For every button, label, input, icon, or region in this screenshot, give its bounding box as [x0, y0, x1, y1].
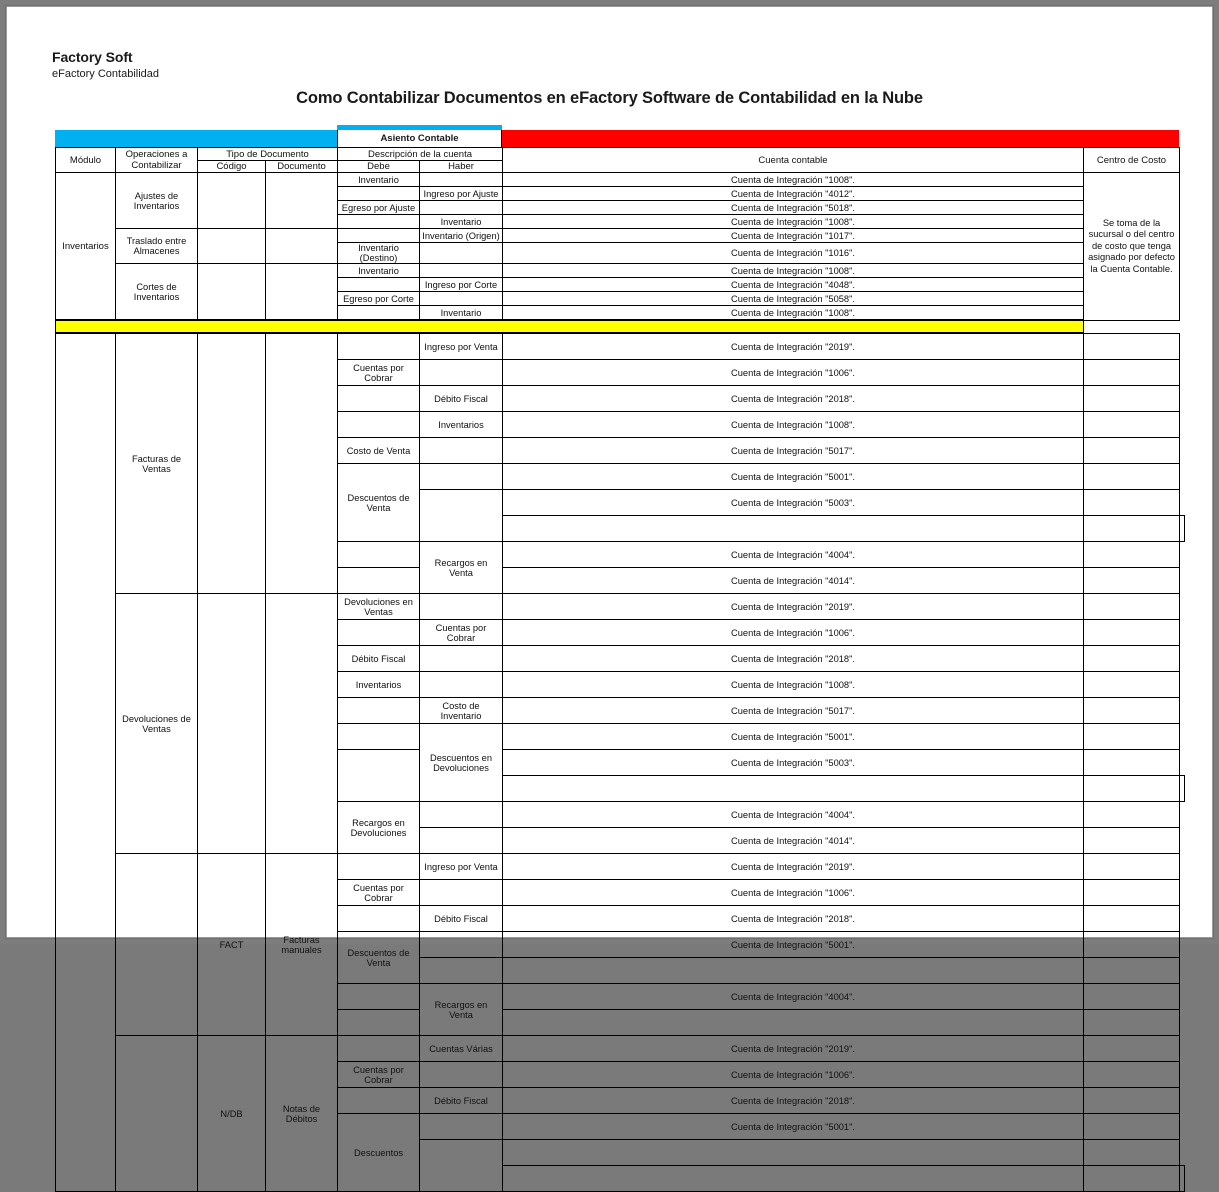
- cell-cuenta-contable: Cuenta de Integración "1016".: [503, 243, 1084, 264]
- table-body: [56, 173, 1185, 1192]
- table-row: [56, 854, 1185, 880]
- th-tipo-documento: Tipo de Documento: [198, 148, 338, 161]
- cell-cuenta-contable: Cuenta de Integración "4004".: [503, 802, 1084, 828]
- cell-haber: Ingreso por Ajuste: [420, 187, 503, 201]
- cell-operacion: [116, 854, 198, 1036]
- cell-cuenta-contable: Cuenta de Integración "2019".: [503, 594, 1084, 620]
- cell-haber: [420, 464, 503, 490]
- cell-haber: Ingreso por Venta: [420, 333, 503, 360]
- cell-haber: Ingreso por Venta: [420, 854, 503, 880]
- cell-debe: Cuentas por Cobrar: [338, 1062, 420, 1088]
- cell-cuenta-contable: Cuenta de Integración "4004".: [503, 984, 1084, 1010]
- cell-centro-costo-empty: [1084, 333, 1180, 360]
- cell-centro-costo-empty: [1084, 1036, 1180, 1062]
- cell-documento: Notas de Débitos: [266, 1036, 338, 1192]
- cell-haber: [420, 264, 503, 278]
- cell-cuenta-contable: Cuenta de Integración "5017".: [503, 438, 1084, 464]
- cell-debe: [338, 724, 420, 750]
- page-title: Como Contabilizar Documentos en eFactory Software de Contabilidad en la Nube: [296, 89, 923, 107]
- cell-cuenta-contable: Cuenta de Integración "1006".: [503, 880, 1084, 906]
- table-row: [56, 229, 1185, 243]
- cell-debe: [338, 333, 420, 360]
- cell-documento: [266, 333, 338, 594]
- cell-debe: [338, 984, 420, 1010]
- cell-operacion: Ajustes de Inventarios: [116, 173, 198, 229]
- cell-cuenta-contable: Cuenta de Integración "5001".: [503, 464, 1084, 490]
- cell-centro-costo-empty: [1084, 594, 1180, 620]
- cell-cuenta-contable: Cuenta de Integración "5001".: [503, 724, 1084, 750]
- th-haber: Haber: [420, 161, 503, 173]
- cell-codigo: FACT: [198, 854, 266, 1036]
- cell-centro-costo-empty: [1084, 490, 1180, 516]
- cell-debe: Inventario: [338, 264, 420, 278]
- cell-haber: [420, 438, 503, 464]
- cell-centro-costo-empty: [1084, 984, 1180, 1010]
- cell-haber: [420, 932, 503, 958]
- cell-debe: Recargos en Devoluciones: [338, 802, 420, 854]
- cell-modulo: [56, 333, 116, 1192]
- cell-centro-costo-empty: [1180, 1166, 1185, 1192]
- cell-debe: [338, 412, 420, 438]
- cell-haber: Costo de Inventario: [420, 698, 503, 724]
- cell-centro-costo: Se toma de la sucursal o del centro de costo que tenga asignado por defecto la Cuenta Contable.: [1084, 173, 1180, 321]
- cell-centro-costo-empty: [1084, 724, 1180, 750]
- cell-operacion: Traslado entre Almacenes: [116, 229, 198, 264]
- cell-debe: [338, 698, 420, 724]
- cell-debe: Egreso por Corte: [338, 292, 420, 306]
- cell-cuenta-contable: Cuenta de Integración "1006".: [503, 1062, 1084, 1088]
- cell-centro-costo-empty: [1084, 360, 1180, 386]
- cell-cuenta-contable: Cuenta de Integración "1008".: [503, 306, 1084, 321]
- red-band-right: [502, 130, 1179, 147]
- cell-haber: Débito Fiscal: [420, 386, 503, 412]
- cell-codigo: [198, 173, 266, 229]
- table-row: [56, 173, 1185, 187]
- cell-cuenta-contable: Cuenta de Integración "1006".: [503, 360, 1084, 386]
- brand-name: Factory Soft: [52, 49, 133, 65]
- cell-cuenta-contable: Cuenta de Integración "2018".: [503, 1088, 1084, 1114]
- cell-documento: [266, 594, 338, 854]
- table-row: [56, 333, 1185, 360]
- cell-haber: [420, 594, 503, 620]
- cell-debe: [338, 750, 420, 802]
- cell-haber: [420, 360, 503, 386]
- cell-haber: [420, 958, 503, 984]
- cell-cuenta-contable: Cuenta de Integración "1008".: [503, 264, 1084, 278]
- cell-operacion: Cortes de Inventarios: [116, 264, 198, 321]
- cell-haber: Recargos en Venta: [420, 542, 503, 594]
- cell-cuenta-contable: Cuenta de Integración "2018".: [503, 906, 1084, 932]
- cell-centro-costo-empty: [1084, 1114, 1180, 1140]
- document-sheet: [6, 6, 1213, 1158]
- cell-debe: Costo de Venta: [338, 438, 420, 464]
- cell-centro-costo-empty: [1084, 906, 1180, 932]
- cell-haber: [420, 1114, 503, 1140]
- cell-debe: Devoluciones en Ventas: [338, 594, 420, 620]
- cell-cuenta-contable: Cuenta de Integración "1008".: [503, 215, 1084, 229]
- cell-cuenta-contable: Cuenta de Integración "4048".: [503, 278, 1084, 292]
- cell-cuenta-contable: Cuenta de Integración "1008".: [503, 672, 1084, 698]
- cell-debe: Descuentos: [338, 1114, 420, 1192]
- cell-debe: [338, 229, 420, 243]
- cell-cuenta-contable: Cuenta de Integración "2018".: [503, 386, 1084, 412]
- cell-cuenta-contable: [503, 1010, 1084, 1036]
- cell-centro-costo-empty: [1084, 698, 1180, 724]
- cell-operacion: Facturas de Ventas: [116, 333, 198, 594]
- cell-debe: Inventario (Destino): [338, 243, 420, 264]
- cell-centro-costo-empty: [1084, 802, 1180, 828]
- cell-debe: [338, 854, 420, 880]
- yellow-separator: [56, 320, 1084, 333]
- cell-cuenta-contable: Cuenta de Integración "1008".: [503, 173, 1084, 187]
- cell-cuenta-contable: Cuenta de Integración "4014".: [503, 828, 1084, 854]
- cell-cuenta-contable: Cuenta de Integración "1017".: [503, 229, 1084, 243]
- contabilizacion-table: [55, 147, 1185, 1192]
- th-codigo: Código: [198, 161, 266, 173]
- cell-debe: [503, 776, 1084, 802]
- cell-documento: Facturas manuales: [266, 854, 338, 1036]
- table-row: [56, 264, 1185, 278]
- cell-haber: [420, 490, 503, 542]
- cell-debe: [338, 306, 420, 321]
- cell-centro-costo-empty: [1084, 1088, 1180, 1114]
- cell-centro-costo-empty: [1084, 464, 1180, 490]
- cell-centro-costo-empty: [1084, 568, 1180, 594]
- table-row: [56, 594, 1185, 620]
- cell-haber: [420, 173, 503, 187]
- cell-debe: [338, 1010, 420, 1036]
- cell-cuenta-contable: [1084, 776, 1180, 802]
- cell-debe: [338, 906, 420, 932]
- cell-debe: [338, 620, 420, 646]
- cell-debe: Descuentos de Venta: [338, 932, 420, 984]
- cell-cuenta-contable: Cuenta de Integración "4014".: [503, 568, 1084, 594]
- cell-cuenta-contable: Cuenta de Integración "2018".: [503, 646, 1084, 672]
- cell-haber: Descuentos en Devoluciones: [420, 724, 503, 802]
- cell-centro-costo-empty: [1084, 646, 1180, 672]
- cell-centro-costo-empty: [1084, 412, 1180, 438]
- cell-cuenta-contable: [1084, 516, 1180, 542]
- cell-cuenta-contable: Cuenta de Integración "4012".: [503, 187, 1084, 201]
- cell-operacion: Devoluciones de Ventas: [116, 594, 198, 854]
- cell-documento: [266, 229, 338, 264]
- cell-centro-costo-empty: [1084, 1062, 1180, 1088]
- cell-debe: [338, 386, 420, 412]
- cell-codigo: [198, 594, 266, 854]
- cell-debe: [338, 215, 420, 229]
- cell-haber: [420, 828, 503, 854]
- cell-debe: Descuentos de Venta: [338, 464, 420, 542]
- cell-haber: [420, 646, 503, 672]
- cell-haber: Inventario (Origen): [420, 229, 503, 243]
- cell-haber: [420, 243, 503, 264]
- cell-documento: [266, 173, 338, 229]
- cell-cuenta-contable: Cuenta de Integración "2019".: [503, 854, 1084, 880]
- cell-debe: [338, 187, 420, 201]
- header-row-1: [56, 148, 1185, 161]
- cell-cuenta-contable: Cuenta de Integración "1006".: [503, 620, 1084, 646]
- cell-debe: [338, 1088, 420, 1114]
- cell-cuenta-contable: Cuenta de Integración "5058".: [503, 292, 1084, 306]
- cell-cuenta-contable: Cuenta de Integración "5003".: [503, 750, 1084, 776]
- cell-debe: [338, 1036, 420, 1062]
- cell-cuenta-contable: Cuenta de Integración "5001".: [503, 1114, 1084, 1140]
- cell-centro-costo-empty: [1180, 776, 1185, 802]
- brand-block: [52, 49, 159, 82]
- cell-centro-costo-empty: [1084, 542, 1180, 568]
- cell-centro-costo-empty: [1084, 828, 1180, 854]
- cell-centro-costo-empty: [1084, 386, 1180, 412]
- th-centro-costo: Centro de Costo: [1084, 148, 1180, 173]
- cell-haber: [420, 672, 503, 698]
- cell-haber: Débito Fiscal: [420, 1088, 503, 1114]
- blue-band-left: [55, 130, 337, 147]
- table-row: [56, 1036, 1185, 1062]
- cell-cuenta-contable: Cuenta de Integración "5001".: [503, 932, 1084, 958]
- cell-cuenta-contable: [503, 958, 1084, 984]
- cell-centro-costo-empty: [1180, 516, 1185, 542]
- th-documento: Documento: [266, 161, 338, 173]
- th-descripcion-cuenta: Descripción de la cuenta: [338, 148, 503, 161]
- cell-haber: Inventario: [420, 215, 503, 229]
- cell-cuenta-contable: Cuenta de Integración "5017".: [503, 698, 1084, 724]
- cell-haber: [503, 1166, 1084, 1192]
- cell-haber: Ingreso por Corte: [420, 278, 503, 292]
- brand-product: eFactory Contabilidad: [52, 68, 160, 80]
- cell-codigo: [198, 264, 266, 321]
- section-separator-row: [56, 320, 1185, 333]
- cell-codigo: [198, 229, 266, 264]
- cell-haber: [420, 1062, 503, 1088]
- cell-debe: [338, 278, 420, 292]
- cell-debe: [338, 542, 420, 568]
- asiento-contable-label: Asiento Contable: [337, 130, 502, 147]
- cell-haber: Cuentas Várias: [420, 1036, 503, 1062]
- cell-documento: [266, 264, 338, 321]
- cell-centro-costo-empty: [1084, 1140, 1180, 1166]
- cell-operacion: [116, 1036, 198, 1192]
- cell-codigo: N/DB: [198, 1036, 266, 1192]
- th-modulo: Módulo: [56, 148, 116, 173]
- cell-cuenta-contable: Cuenta de Integración "5003".: [503, 490, 1084, 516]
- cell-haber: Recargos en Venta: [420, 984, 503, 1036]
- cell-cuenta-contable: Cuenta de Integración "5018".: [503, 201, 1084, 215]
- cell-debe: Cuentas por Cobrar: [338, 360, 420, 386]
- cell-haber: [420, 880, 503, 906]
- cell-cuenta-contable: Cuenta de Integración "2019".: [503, 333, 1084, 360]
- cell-centro-costo-empty: [1084, 932, 1180, 958]
- cell-codigo: [198, 333, 266, 594]
- cell-haber: Inventarios: [420, 412, 503, 438]
- cell-debe: [338, 568, 420, 594]
- cell-modulo: Inventarios: [56, 173, 116, 321]
- cell-centro-costo-empty: [1084, 620, 1180, 646]
- cell-debe: Inventario: [338, 173, 420, 187]
- cell-haber: Inventario: [420, 306, 503, 321]
- cell-centro-costo-empty: [1084, 880, 1180, 906]
- th-operaciones: Operaciones a Contabilizar: [116, 148, 198, 173]
- cell-haber: [420, 802, 503, 828]
- th-debe: Debe: [338, 161, 420, 173]
- cell-cuenta-contable: Cuenta de Integración "2019".: [503, 1036, 1084, 1062]
- cell-centro-costo-empty: [1084, 958, 1180, 984]
- cell-debe: Egreso por Ajuste: [338, 201, 420, 215]
- separator-spacer: [1084, 320, 1180, 333]
- cell-haber: [420, 1140, 503, 1192]
- th-cuenta-contable: Cuenta contable: [503, 148, 1084, 173]
- cell-centro-costo-empty: [1084, 438, 1180, 464]
- cell-cuenta-contable: [1084, 1166, 1180, 1192]
- table-head: [56, 148, 1185, 173]
- cell-cuenta-contable: Cuenta de Integración "1008".: [503, 412, 1084, 438]
- cell-haber: Débito Fiscal: [420, 906, 503, 932]
- cell-debe: Inventarios: [338, 672, 420, 698]
- cell-centro-costo-empty: [1084, 750, 1180, 776]
- cell-cuenta-contable: [503, 1140, 1084, 1166]
- cell-centro-costo-empty: [1084, 1010, 1180, 1036]
- cell-haber: [503, 516, 1084, 542]
- cell-centro-costo-empty: [1084, 672, 1180, 698]
- cell-haber: Cuentas por Cobrar: [420, 620, 503, 646]
- cell-cuenta-contable: Cuenta de Integración "4004".: [503, 542, 1084, 568]
- header-color-bands: [55, 130, 1179, 147]
- cell-centro-costo-empty: [1084, 854, 1180, 880]
- cell-haber: [420, 292, 503, 306]
- cell-debe: Débito Fiscal: [338, 646, 420, 672]
- cell-haber: [420, 201, 503, 215]
- cell-debe: Cuentas por Cobrar: [338, 880, 420, 906]
